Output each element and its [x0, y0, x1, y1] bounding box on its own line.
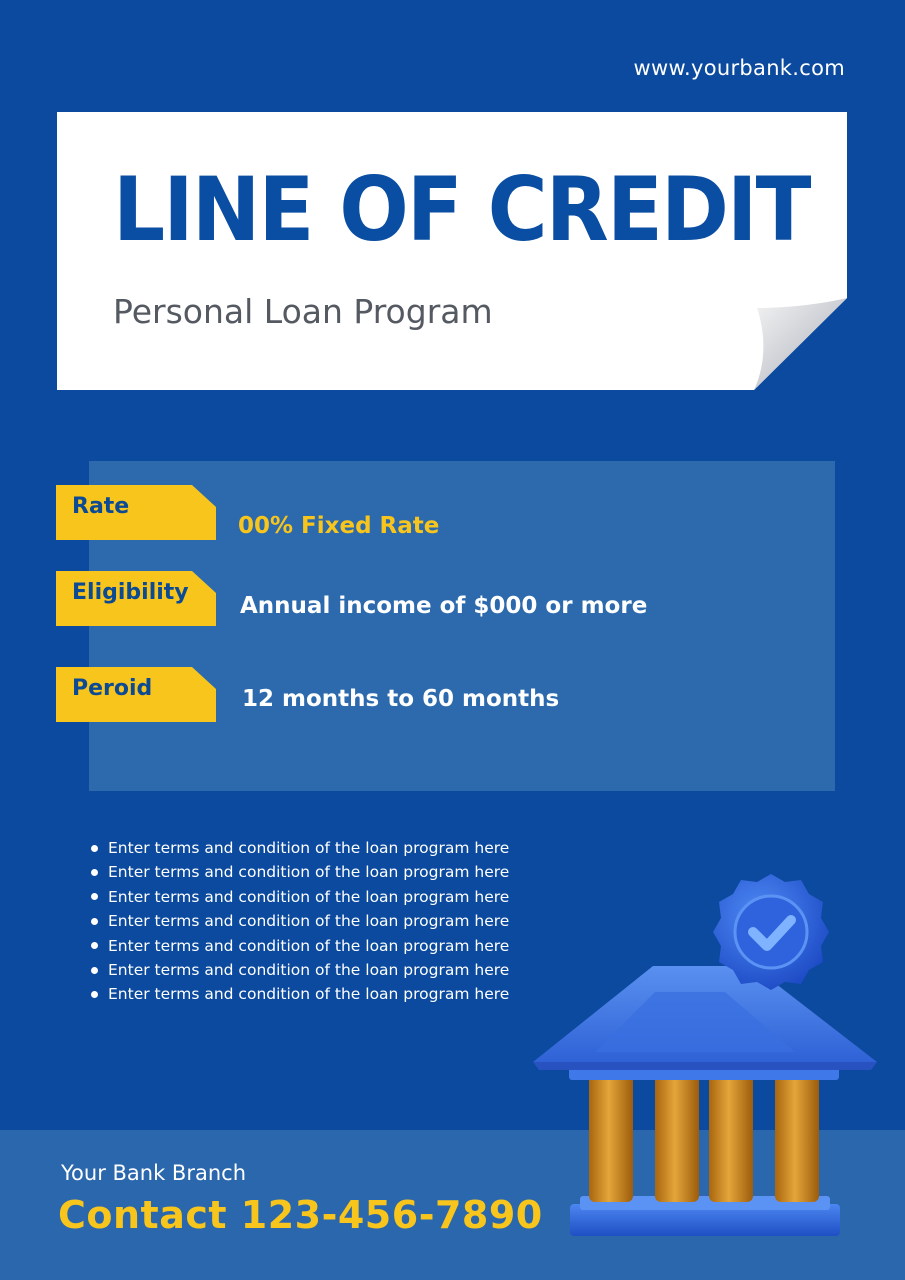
- terms-item: Enter terms and condition of the loan program here: [90, 860, 509, 884]
- title-card: [57, 112, 847, 390]
- contact-phone[interactable]: Contact 123-456-7890: [58, 1193, 543, 1237]
- page-subtitle: Personal Loan Program: [113, 292, 493, 331]
- eligibility-tag: [56, 571, 216, 626]
- rate-tag: [56, 485, 216, 540]
- rate-value: 00% Fixed Rate: [238, 513, 440, 539]
- terms-list: [90, 836, 509, 1007]
- period-tag: [56, 667, 216, 722]
- terms-item: Enter terms and condition of the loan program here: [90, 958, 509, 982]
- rate-label: Rate: [72, 494, 130, 519]
- period-value: 12 months to 60 months: [242, 686, 560, 712]
- terms-item: Enter terms and condition of the loan program here: [90, 909, 509, 933]
- terms-item: Enter terms and condition of the loan program here: [90, 885, 509, 909]
- website-url[interactable]: www.yourbank.com: [633, 56, 845, 80]
- page-title: LINE OF CREDIT: [113, 158, 810, 261]
- eligibility-value: Annual income of $000 or more: [240, 593, 648, 619]
- bank-branch: Your Bank Branch: [61, 1161, 247, 1185]
- terms-item: Enter terms and condition of the loan program here: [90, 836, 509, 860]
- period-label: Peroid: [72, 676, 153, 701]
- terms-item: Enter terms and condition of the loan program here: [90, 934, 509, 958]
- eligibility-label: Eligibility: [72, 580, 189, 605]
- terms-item: Enter terms and condition of the loan program here: [90, 982, 509, 1006]
- bank-building-icon: [525, 866, 885, 1244]
